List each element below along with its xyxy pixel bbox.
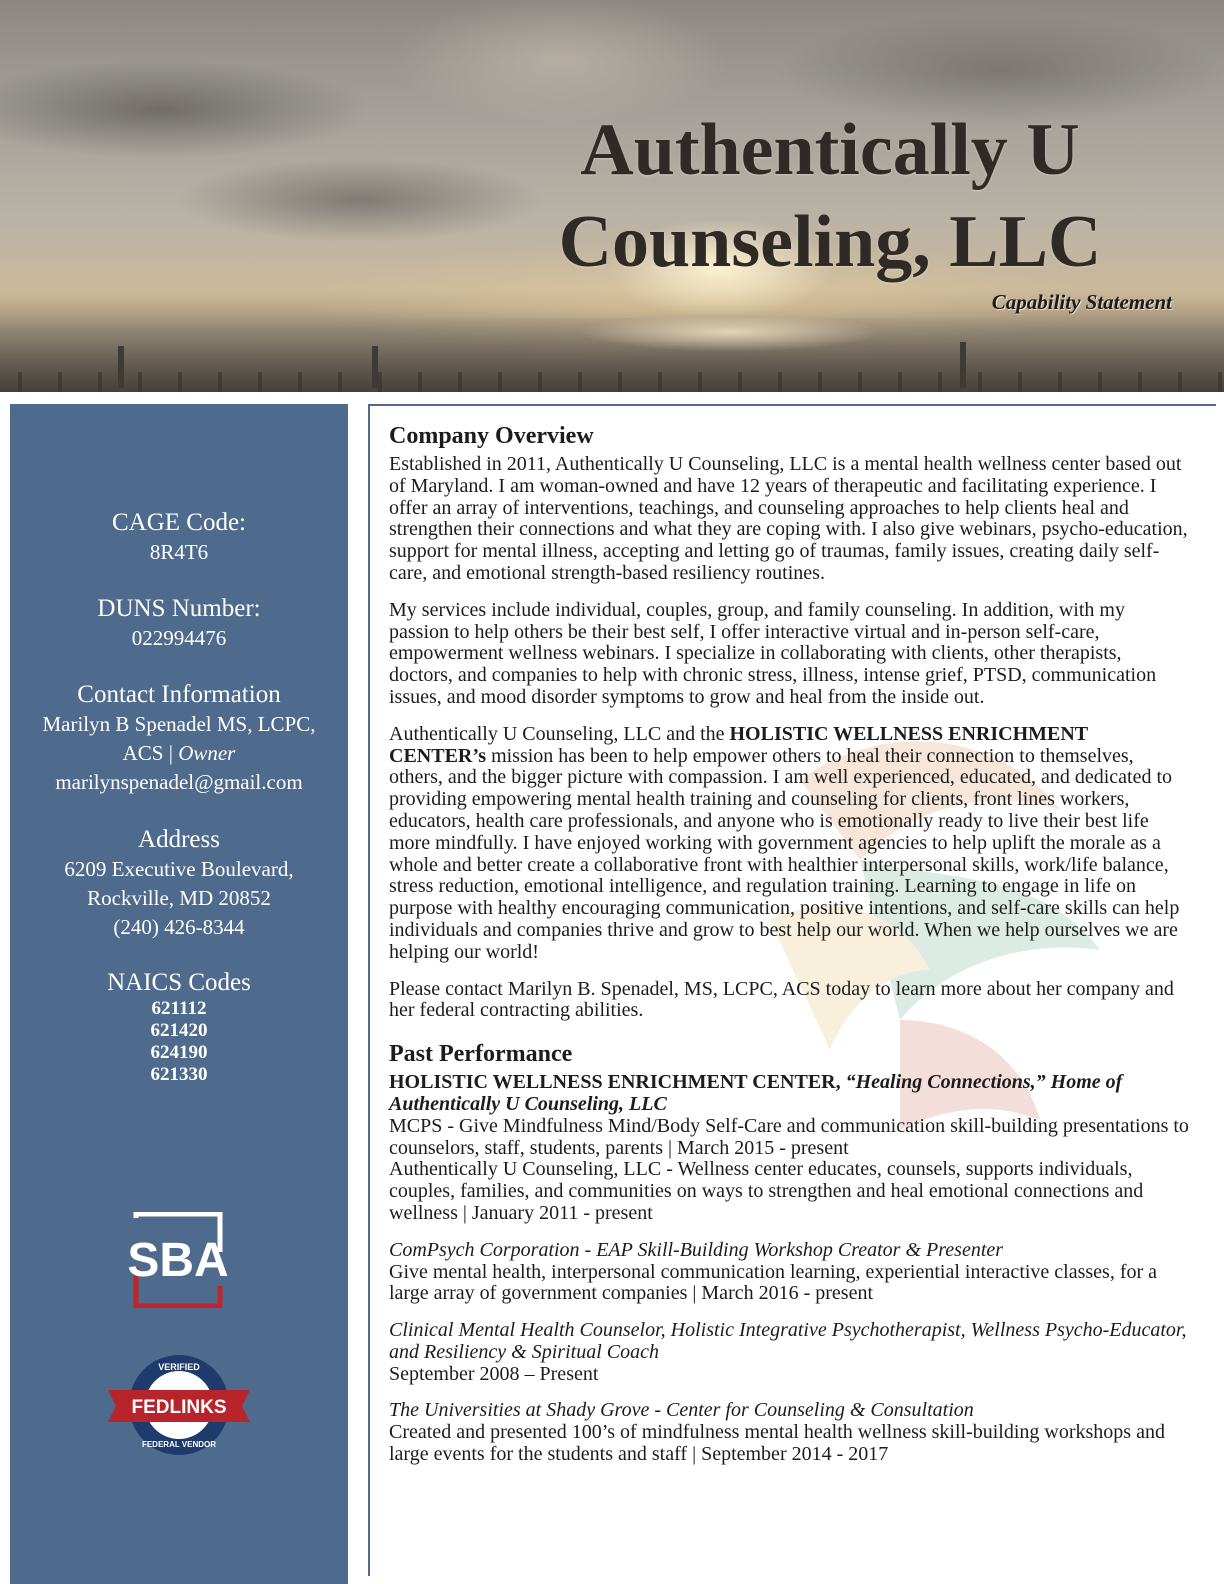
cage-label: CAGE Code:	[111, 509, 247, 536]
company-overview-title: Company Overview	[389, 423, 594, 449]
past-performance-entry-title	[389, 1072, 1189, 1116]
phone-number[interactable]: (240) 426-8344	[113, 915, 245, 939]
past-performance-entry-text: September 2008 – Present	[389, 1362, 599, 1385]
entry1-italic: “Healing Connections,” Home of Authentically U Counseling, LLC	[389, 1071, 1123, 1115]
header-banner	[0, 0, 1224, 392]
contact-creds: ACS |	[122, 741, 173, 765]
overview-paragraph: Established in 2011, Authentically U Counseling, LLC is a mental health wellness center based out of Maryland. I am woman-owned and have 12 years of therapeutic and facilitating experience. I offer an array of interventions, teachings, and counseling approaches to help clients heal and strengthen their connections and what they are coping with. I also give webinars, psycho-education, support for mental illness, accepting and letting go of traumas, family issues, creating daily self-care, and emotional strength-based resiliency routines.	[389, 453, 1188, 584]
sba-logo	[118, 1212, 238, 1308]
main-content	[389, 422, 1189, 1466]
cage-section	[10, 508, 348, 567]
document-subtitle: Capability Statement	[991, 290, 1172, 314]
entry1-bold: HOLISTIC WELLNESS ENRICHMENT CENTER,	[389, 1071, 841, 1094]
contact-credentials	[10, 739, 348, 768]
address-line1: 6209 Executive Boulevard,	[64, 857, 294, 881]
naics-code: 621112	[151, 998, 207, 1019]
naics-code: 621420	[150, 1020, 208, 1041]
address-section	[10, 825, 348, 942]
banner-post	[118, 346, 124, 388]
star-icon: ★	[174, 1375, 182, 1384]
past-performance-entry-text: Created and presented 100’s of mindfulness mental health wellness skill-building workshops and large events for the students and staff | September 2014 - 2017	[389, 1421, 1165, 1466]
overview-paragraph: Please contact Marilyn B. Spenadel, MS, LCPC, ACS today to learn more about her company and her federal contracting abilities.	[389, 977, 1174, 1022]
company-title-line1: Authentically U	[580, 109, 1080, 191]
past-performance-entry-text: MCPS - Give Mindfulness Mind/Body Self-Care and communication skill-building presentations to counselors, staff, students, parents | March 2015 - present	[389, 1114, 1189, 1159]
naics-label: NAICS Codes	[107, 969, 251, 996]
contact-section	[10, 680, 348, 797]
banner-post	[960, 342, 966, 388]
fedlinks-name: FEDLINKS	[131, 1397, 227, 1418]
past-performance-entry-title: ComPsych Corporation - EAP Skill-Building Workshop Creator & Presenter	[389, 1238, 1004, 1261]
past-performance-title: Past Performance	[389, 1041, 573, 1068]
overview-p3-lead: Authentically U Counseling, LLC and the	[389, 722, 730, 745]
company-title-line2: Counseling, LLC	[558, 201, 1102, 283]
duns-label: DUNS Number:	[97, 595, 261, 622]
naics-section	[10, 968, 348, 1086]
overview-paragraph: My services include individual, couples, group, and family counseling. In addition, with my passion to help others be their best self, I offer interactive virtual and in-person self-care, empowerment wellness webinars. I specialize in collaborating with clients, other therapists, doctors, and companies to help with chronic stress, illness, intense grief, PTSD, communication issues, and mood disorder symptoms to grow and heal from the inside out.	[389, 598, 1157, 708]
duns-value: 022994476	[131, 626, 227, 650]
banner-shoreline	[0, 372, 1224, 392]
cage-value: 8R4T6	[149, 540, 209, 564]
contact-email[interactable]: marilynspenadel@gmail.com	[55, 770, 303, 794]
company-title	[520, 104, 1140, 288]
address-line2: Rockville, MD 20852	[87, 886, 271, 910]
past-performance-entry-title: Clinical Mental Health Counselor, Holistic Integrative Psychotherapist, Wellness Psycho-Educator, and Resiliency & Spiritual Coach	[389, 1319, 1187, 1363]
past-performance-entry-text: Give mental health, interpersonal communication learning, experiential interactive classes, for a large array of government companies | March 2016 - present	[389, 1260, 1158, 1305]
sba-logo-text: SBA	[127, 1234, 229, 1287]
star-icon: ★	[188, 1375, 196, 1384]
contact-label: Contact Information	[77, 681, 281, 708]
past-performance-entry-text: Authentically U Counseling, LLC - Wellness center educates, counsels, supports individuals, couples, families, and communities on ways to strengthen and heal emotional connections and wellness | January 2011 - present	[389, 1158, 1144, 1224]
naics-code: 624190	[150, 1042, 208, 1063]
fedlinks-top-text: VERIFIED	[158, 1362, 200, 1372]
naics-code: 621330	[150, 1064, 208, 1085]
duns-section	[10, 594, 348, 653]
contact-name: Marilyn B Spenadel MS, LCPC,	[42, 712, 316, 736]
banner-post	[372, 346, 378, 388]
past-performance-entry-title: The Universities at Shady Grove - Center for Counseling & Consultation	[389, 1399, 974, 1422]
overview-p3-bold: HOLISTIC WELLNESS ENRICHMENT CENTER’s	[389, 722, 1088, 767]
sidebar	[10, 404, 348, 1584]
fedlinks-verified-badge	[108, 1352, 250, 1458]
contact-role: Owner	[178, 741, 236, 765]
overview-paragraph	[389, 724, 1189, 964]
star-icon: ★	[160, 1375, 168, 1384]
overview-p3-rest: mission has been to help empower others to heal their connection to themselves, others, and the bigger picture with compassion. I am well experienced, educated, and dedicated to providing empowering mental health training and counseling for clients, front lines workers, educators, health care professionals, and anyone who is emotionally ready to live their best life more mindfully. I have enjoyed working with government agencies to help uplift the morale as a whole and better create a collaborative front with healthier interpersonal skills, work/life balance, stress reduction, emotional intelligence, and regulation training. Learning to engage in life on purpose with healthy encouraging communication, positive intentions, and self-care skills can help individuals and companies thrive and grow to best help our world. When we help ourselves we are helping our world!	[389, 744, 1180, 963]
banner-sun-reflection	[520, 318, 940, 378]
address-label: Address	[138, 826, 220, 853]
fedlinks-bottom-text: FEDERAL VENDOR	[141, 1440, 217, 1449]
